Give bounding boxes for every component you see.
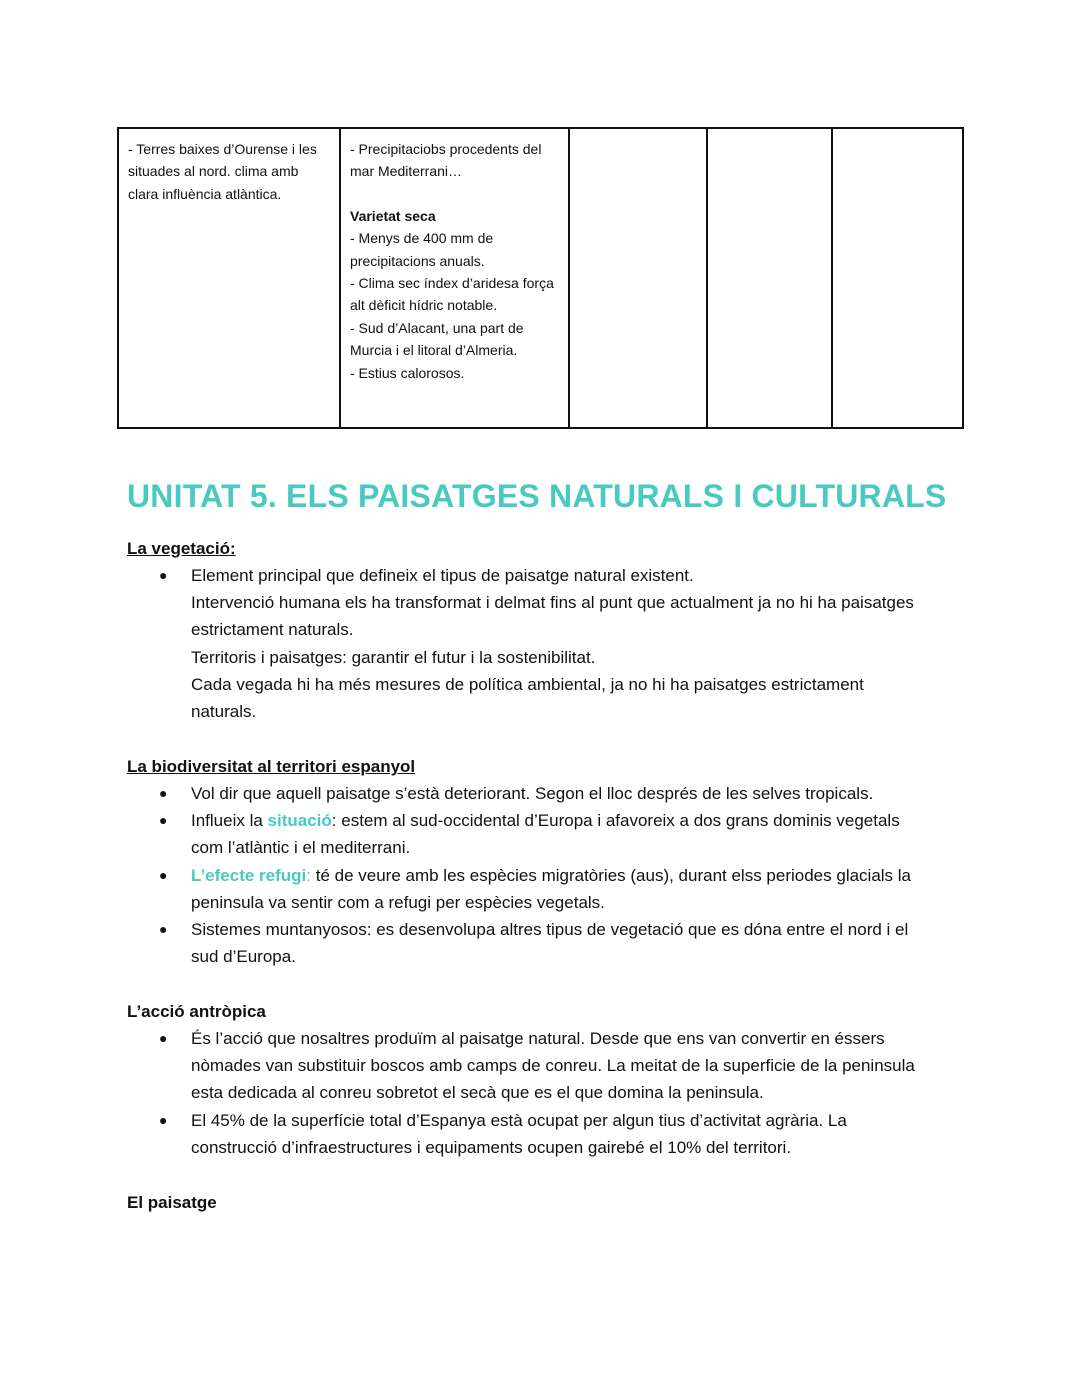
table-row	[118, 128, 963, 428]
list-text: Cada vegada hi ha més mesures de política ambiental, ja no hi ha paisatges estrictament	[191, 674, 864, 694]
list-text: Intervenció humana els ha transformat i delmat fins al punt que actualment ja no hi ha paisatges	[191, 593, 914, 613]
list-item	[127, 562, 957, 725]
section-title: L’acció antròpica	[127, 1002, 266, 1021]
section-title: La biodiversitat al territori espanyol	[127, 757, 416, 776]
cell-text: - Menys de 400 mm de precipitacions anuals.	[350, 230, 494, 269]
cell-text: - Terres baixes d’Ourense i les situades al nord. clima amb clara influència atlàntica.	[128, 141, 317, 202]
cell-heading: Varietat seca	[350, 207, 436, 224]
list-text: estrictament naturals.	[191, 620, 354, 640]
section-vegetacio	[127, 536, 957, 725]
table-cell-col2	[340, 128, 569, 428]
highlight-term: situació	[267, 811, 332, 831]
list-text: Influeix la	[191, 811, 268, 831]
section-biodiversitat	[127, 754, 957, 970]
cell-text: - Clima sec índex d’aridesa força alt dèficit hídric notable.	[350, 275, 554, 314]
list-text: com l’atlàntic i el mediterrani.	[191, 838, 411, 858]
list-text: ● El 45% de la superfície total d’Espanya està ocupat per algun tius d’activitat agrària. La	[191, 1110, 847, 1130]
table-cell-col1	[118, 128, 340, 428]
list-text: : estem al sud-occidental d’Europa i afavoreix a dos grans dominis vegetals	[331, 811, 900, 831]
list-item	[127, 1107, 957, 1161]
list-text: ● Element principal que defineix el tipus de paisatge natural existent.	[191, 566, 694, 585]
list-text: Territoris i paisatges: garantir el futur i la sostenibilitat.	[191, 647, 596, 667]
cell-text: - Precipitaciobs procedents del mar Mediterrani…	[350, 141, 542, 180]
list-text: nòmades van substituir boscos amb camps de conreu. La meitat de la superficie de la peninsula	[191, 1056, 915, 1076]
list-text: ● És l’acció que nosaltres produïm al paisatge natural. Desde que ens van convertir en éssers	[191, 1029, 885, 1048]
list-text: ● Sistemes muntanyosos: es desenvolupa altres tipus de vegetació que es dóna entre el nord i el	[191, 920, 909, 940]
list-text: ● Vol dir que aquell paisatge s’està deteriorant. Segon el lloc després de les selves tropicals.	[191, 784, 874, 803]
list-item	[127, 780, 957, 807]
cell-text: - Sud d’Alacant, una part de Murcia i el litoral d’Almeria.	[350, 319, 524, 359]
list-item	[127, 916, 957, 970]
list-text: naturals.	[191, 702, 257, 722]
list-text: peninsula va sentir com a refugi per espècies vegetals.	[191, 892, 605, 912]
list-item	[127, 807, 957, 861]
list-item	[127, 1025, 957, 1107]
list-text: té de veure amb les espècies migratòries (aus), durant elss periodes glacials la	[311, 865, 912, 885]
list-text: esta dedicada al conreu sobretot el secà que es el que domina la peninsula.	[191, 1083, 764, 1103]
unit-title: UNITAT 5. ELS PAISATGES NATURALS I CULTURALS	[127, 478, 947, 514]
table-cell-empty	[707, 128, 832, 428]
section-title: El paisatge	[127, 1193, 217, 1212]
highlight-term: L’efecte refugi	[191, 865, 307, 885]
list-item	[127, 862, 957, 916]
section-paisatge	[127, 1190, 957, 1216]
table-cell-empty	[569, 128, 707, 428]
list-text: sud d’Europa.	[191, 947, 296, 967]
section-title: La vegetació:	[127, 539, 236, 558]
list-text: construcció d’infraestructures i equipaments ocupen gairebé el 10% del territori.	[191, 1137, 792, 1157]
section-antropica	[127, 999, 957, 1161]
cell-text: - Estius calorosos.	[350, 364, 465, 381]
climate-table	[117, 127, 964, 429]
table-cell-empty	[832, 128, 963, 428]
list-text: :	[306, 865, 311, 885]
